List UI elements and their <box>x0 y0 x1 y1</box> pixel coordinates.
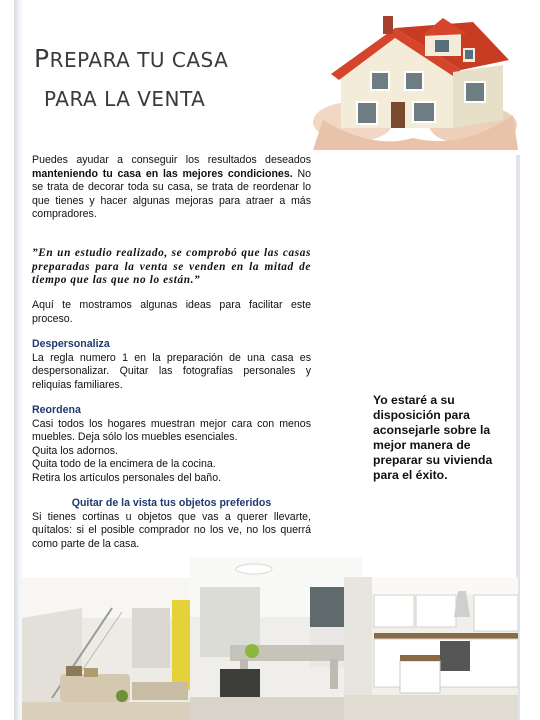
section-line: Retira los artículos personales del baño. <box>32 471 222 484</box>
section-line: Quita los adornos. <box>32 444 118 457</box>
page-subtitle: PARA LA VENTA <box>44 87 206 111</box>
living-room-photo <box>22 578 200 720</box>
section-body: La regla numero 1 en la preparación de una casa es despersonalizar. Quitar las fotografías personales y reliquias familiares. <box>32 351 311 391</box>
intro-paragraph <box>32 154 311 222</box>
kitchen-photo <box>344 577 518 720</box>
section-quitar <box>32 497 311 551</box>
section-line: Quita todo de la encimera de la cocina. <box>32 458 216 470</box>
section-body: Casi todos los hogares muestran mejor cara con menos muebles. Deja sólo los muebles esenciales. <box>32 417 311 443</box>
section-reordena <box>32 404 311 485</box>
page-title <box>34 44 228 73</box>
section-despersonaliza <box>32 338 311 392</box>
title-initial: P <box>34 44 50 73</box>
ideas-intro: Aquí te mostramos algunas ideas para facilitar este proceso. <box>32 299 311 325</box>
house-in-hands-photo <box>313 10 518 150</box>
section-title: Reordena <box>32 404 81 416</box>
intro-emphasis: manteniendo tu casa en las mejores condiciones. <box>32 167 293 180</box>
intro-text-start: Puedes ayudar a conseguir los resultados deseados <box>32 154 311 166</box>
sidebar-callout: Yo estaré a su disposición para aconsejarle sobre la mejor manera de preparar su vivienda para el éxito. <box>373 393 493 482</box>
intro-text-end: No se trata de decorar toda su casa, se trata de reordenar lo que tienes y hacer algunas mejoras para atraer a más compradores. <box>32 167 311 220</box>
study-quote: ”En un estudio realizado, se comprobó que las casas preparadas para la venta se venden en la mitad de tiempo que las que no lo están.” <box>32 247 311 286</box>
white-room-photo <box>190 557 362 720</box>
section-body: Si tienes cortinas u objetos que vas a querer llevarte, quítalos: si el posible comprador no los ve, no los querrá como parte de la casa. <box>32 510 311 550</box>
section-title: Despersonaliza <box>32 338 110 350</box>
title-rest: REPARA TU CASA <box>49 48 229 72</box>
section-title: Quitar de la vista tus objetos preferidos <box>71 497 272 509</box>
